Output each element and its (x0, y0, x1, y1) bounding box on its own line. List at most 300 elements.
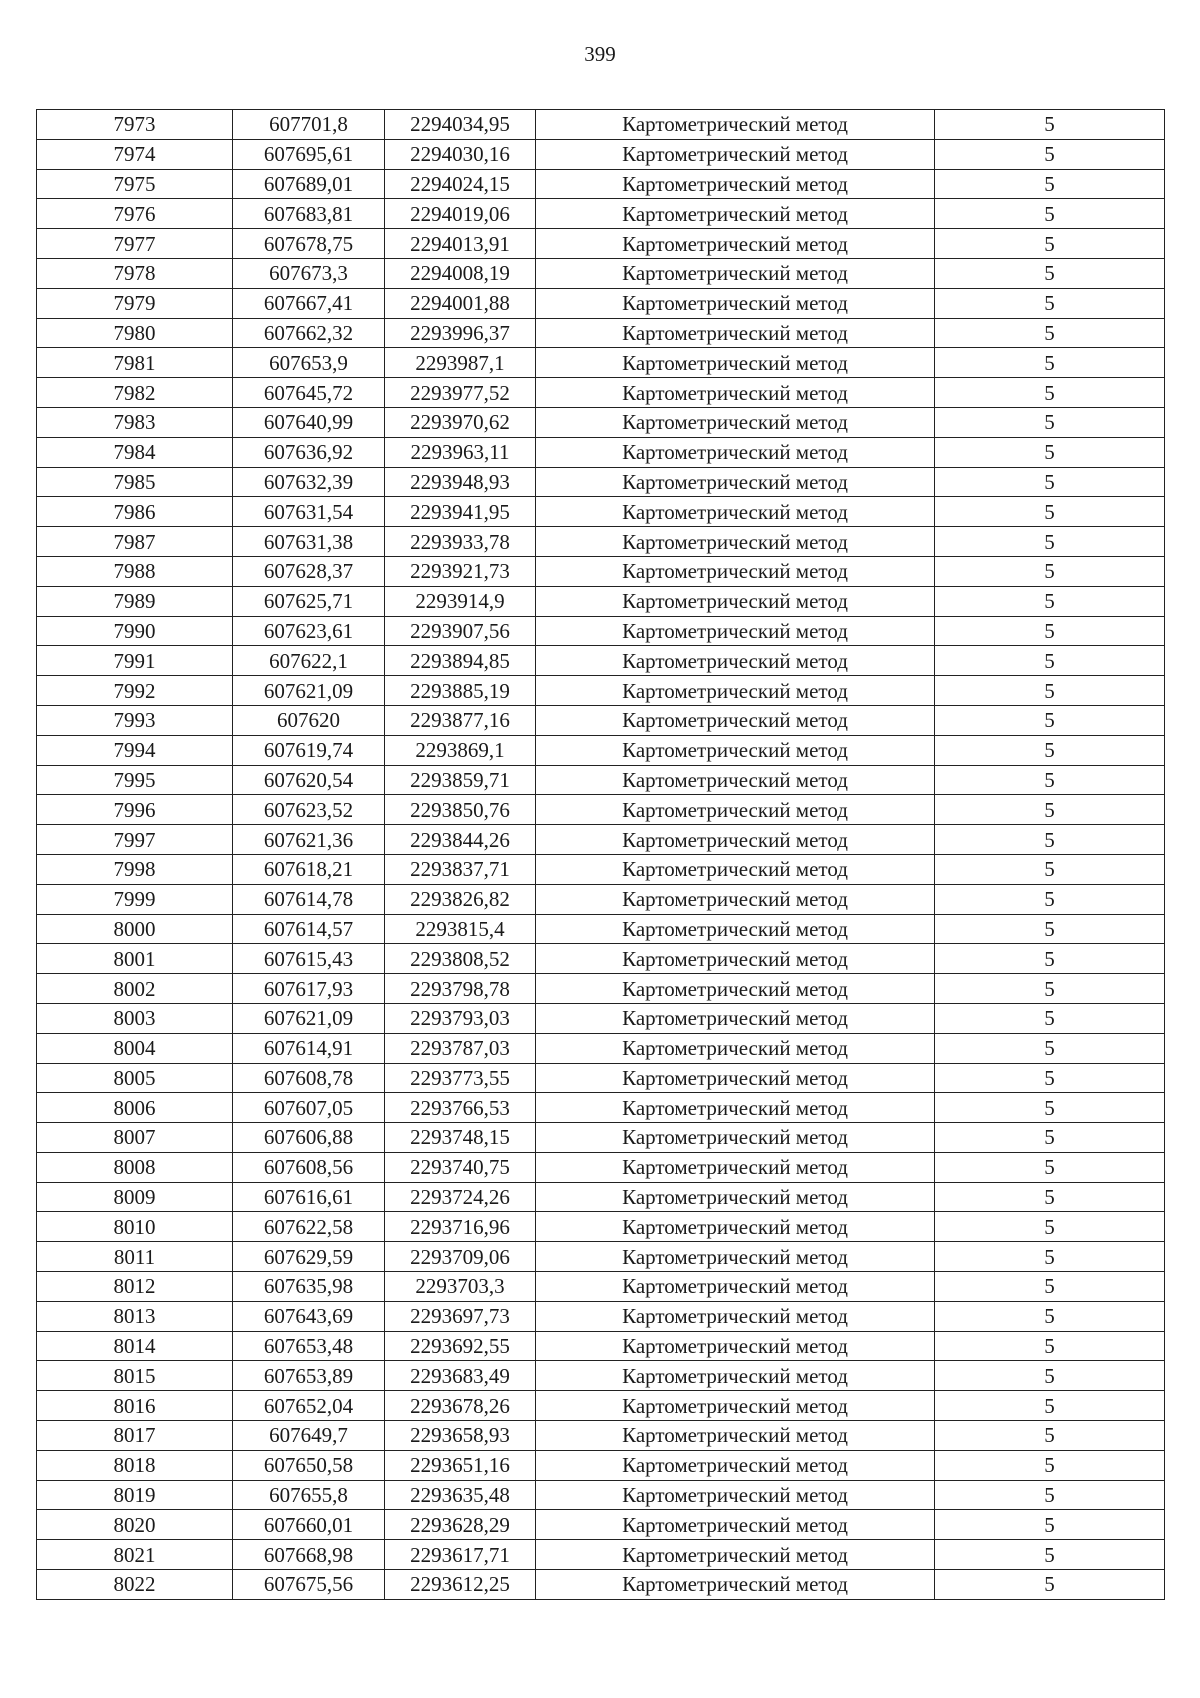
x-coordinate-cell: 607701,8 (233, 110, 385, 140)
point-number-cell: 8022 (37, 1570, 233, 1600)
method-cell: Картометрический метод (536, 1212, 935, 1242)
table-row (37, 616, 1165, 646)
x-coordinate-cell: 607625,71 (233, 586, 385, 616)
y-coordinate-cell: 2293808,52 (385, 944, 536, 974)
table-row (37, 1093, 1165, 1123)
accuracy-cell: 5 (935, 1450, 1165, 1480)
table-row (37, 1152, 1165, 1182)
accuracy-cell: 5 (935, 1480, 1165, 1510)
point-number-cell: 7975 (37, 169, 233, 199)
method-cell: Картометрический метод (536, 229, 935, 259)
y-coordinate-cell: 2293716,96 (385, 1212, 536, 1242)
y-coordinate-cell: 2293635,48 (385, 1480, 536, 1510)
table-row (37, 1301, 1165, 1331)
y-coordinate-cell: 2294030,16 (385, 139, 536, 169)
accuracy-cell: 5 (935, 676, 1165, 706)
accuracy-cell: 5 (935, 765, 1165, 795)
y-coordinate-cell: 2293970,62 (385, 407, 536, 437)
point-number-cell: 7989 (37, 586, 233, 616)
y-coordinate-cell: 2293612,25 (385, 1570, 536, 1600)
x-coordinate-cell: 607662,32 (233, 318, 385, 348)
x-coordinate-cell: 607649,7 (233, 1421, 385, 1451)
accuracy-cell: 5 (935, 1272, 1165, 1302)
point-number-cell: 7985 (37, 467, 233, 497)
x-coordinate-cell: 607635,98 (233, 1272, 385, 1302)
coordinates-table (36, 109, 1165, 1600)
accuracy-cell: 5 (935, 1540, 1165, 1570)
method-cell: Картометрический метод (536, 1301, 935, 1331)
table-row (37, 1272, 1165, 1302)
y-coordinate-cell: 2293907,56 (385, 616, 536, 646)
point-number-cell: 7996 (37, 795, 233, 825)
accuracy-cell: 5 (935, 974, 1165, 1004)
accuracy-cell: 5 (935, 199, 1165, 229)
y-coordinate-cell: 2293815,4 (385, 914, 536, 944)
coordinates-table-body (37, 110, 1165, 1600)
method-cell: Картометрический метод (536, 348, 935, 378)
point-number-cell: 7986 (37, 497, 233, 527)
method-cell: Картометрический метод (536, 676, 935, 706)
table-row (37, 258, 1165, 288)
method-cell: Картометрический метод (536, 1033, 935, 1063)
x-coordinate-cell: 607620,54 (233, 765, 385, 795)
point-number-cell: 7991 (37, 646, 233, 676)
accuracy-cell: 5 (935, 1361, 1165, 1391)
y-coordinate-cell: 2293859,71 (385, 765, 536, 795)
method-cell: Картометрический метод (536, 1510, 935, 1540)
accuracy-cell: 5 (935, 1301, 1165, 1331)
y-coordinate-cell: 2293773,55 (385, 1063, 536, 1093)
method-cell: Картометрический метод (536, 1123, 935, 1153)
x-coordinate-cell: 607683,81 (233, 199, 385, 229)
table-row (37, 676, 1165, 706)
y-coordinate-cell: 2293948,93 (385, 467, 536, 497)
point-number-cell: 8016 (37, 1391, 233, 1421)
table-row (37, 348, 1165, 378)
accuracy-cell: 5 (935, 139, 1165, 169)
method-cell: Картометрический метод (536, 1361, 935, 1391)
accuracy-cell: 5 (935, 825, 1165, 855)
accuracy-cell: 5 (935, 1093, 1165, 1123)
x-coordinate-cell: 607619,74 (233, 735, 385, 765)
x-coordinate-cell: 607673,3 (233, 258, 385, 288)
y-coordinate-cell: 2293914,9 (385, 586, 536, 616)
accuracy-cell: 5 (935, 884, 1165, 914)
method-cell: Картометрический метод (536, 1272, 935, 1302)
accuracy-cell: 5 (935, 169, 1165, 199)
accuracy-cell: 5 (935, 1421, 1165, 1451)
y-coordinate-cell: 2293869,1 (385, 735, 536, 765)
accuracy-cell: 5 (935, 735, 1165, 765)
point-number-cell: 7992 (37, 676, 233, 706)
method-cell: Картометрический метод (536, 825, 935, 855)
accuracy-cell: 5 (935, 705, 1165, 735)
y-coordinate-cell: 2293651,16 (385, 1450, 536, 1480)
point-number-cell: 7978 (37, 258, 233, 288)
x-coordinate-cell: 607675,56 (233, 1570, 385, 1600)
point-number-cell: 8000 (37, 914, 233, 944)
method-cell: Картометрический метод (536, 1093, 935, 1123)
y-coordinate-cell: 2293996,37 (385, 318, 536, 348)
method-cell: Картометрический метод (536, 1063, 935, 1093)
table-row (37, 467, 1165, 497)
point-number-cell: 8002 (37, 974, 233, 1004)
accuracy-cell: 5 (935, 854, 1165, 884)
point-number-cell: 8014 (37, 1331, 233, 1361)
accuracy-cell: 5 (935, 437, 1165, 467)
table-row (37, 1242, 1165, 1272)
table-row (37, 1450, 1165, 1480)
point-number-cell: 7997 (37, 825, 233, 855)
accuracy-cell: 5 (935, 497, 1165, 527)
x-coordinate-cell: 607643,69 (233, 1301, 385, 1331)
x-coordinate-cell: 607616,61 (233, 1182, 385, 1212)
method-cell: Картометрический метод (536, 1003, 935, 1033)
y-coordinate-cell: 2293933,78 (385, 527, 536, 557)
point-number-cell: 7973 (37, 110, 233, 140)
y-coordinate-cell: 2294034,95 (385, 110, 536, 140)
accuracy-cell: 5 (935, 1331, 1165, 1361)
y-coordinate-cell: 2293837,71 (385, 854, 536, 884)
point-number-cell: 8015 (37, 1361, 233, 1391)
table-row (37, 1182, 1165, 1212)
x-coordinate-cell: 607606,88 (233, 1123, 385, 1153)
method-cell: Картометрический метод (536, 735, 935, 765)
table-row (37, 944, 1165, 974)
accuracy-cell: 5 (935, 229, 1165, 259)
method-cell: Картометрический метод (536, 1391, 935, 1421)
method-cell: Картометрический метод (536, 1421, 935, 1451)
accuracy-cell: 5 (935, 1570, 1165, 1600)
y-coordinate-cell: 2293766,53 (385, 1093, 536, 1123)
x-coordinate-cell: 607678,75 (233, 229, 385, 259)
x-coordinate-cell: 607653,48 (233, 1331, 385, 1361)
method-cell: Картометрический метод (536, 1182, 935, 1212)
accuracy-cell: 5 (935, 1123, 1165, 1153)
accuracy-cell: 5 (935, 1391, 1165, 1421)
accuracy-cell: 5 (935, 467, 1165, 497)
x-coordinate-cell: 607640,99 (233, 407, 385, 437)
table-row (37, 1331, 1165, 1361)
method-cell: Картометрический метод (536, 437, 935, 467)
page-number: 399 (584, 42, 616, 66)
accuracy-cell: 5 (935, 914, 1165, 944)
table-row (37, 1421, 1165, 1451)
x-coordinate-cell: 607614,78 (233, 884, 385, 914)
table-row (37, 1510, 1165, 1540)
method-cell: Картометрический метод (536, 646, 935, 676)
y-coordinate-cell: 2293703,3 (385, 1272, 536, 1302)
point-number-cell: 8007 (37, 1123, 233, 1153)
x-coordinate-cell: 607615,43 (233, 944, 385, 974)
table-row (37, 735, 1165, 765)
method-cell: Картометрический метод (536, 1152, 935, 1182)
x-coordinate-cell: 607653,89 (233, 1361, 385, 1391)
method-cell: Картометрический метод (536, 616, 935, 646)
method-cell: Картометрический метод (536, 467, 935, 497)
y-coordinate-cell: 2293793,03 (385, 1003, 536, 1033)
method-cell: Картометрический метод (536, 288, 935, 318)
y-coordinate-cell: 2293844,26 (385, 825, 536, 855)
table-row (37, 1003, 1165, 1033)
x-coordinate-cell: 607653,9 (233, 348, 385, 378)
y-coordinate-cell: 2293724,26 (385, 1182, 536, 1212)
method-cell: Картометрический метод (536, 318, 935, 348)
point-number-cell: 8003 (37, 1003, 233, 1033)
y-coordinate-cell: 2293628,29 (385, 1510, 536, 1540)
method-cell: Картометрический метод (536, 854, 935, 884)
y-coordinate-cell: 2294008,19 (385, 258, 536, 288)
x-coordinate-cell: 607632,39 (233, 467, 385, 497)
method-cell: Картометрический метод (536, 110, 935, 140)
x-coordinate-cell: 607622,1 (233, 646, 385, 676)
point-number-cell: 8021 (37, 1540, 233, 1570)
point-number-cell: 8008 (37, 1152, 233, 1182)
y-coordinate-cell: 2294019,06 (385, 199, 536, 229)
y-coordinate-cell: 2294013,91 (385, 229, 536, 259)
table-row (37, 825, 1165, 855)
table-row (37, 139, 1165, 169)
x-coordinate-cell: 607636,92 (233, 437, 385, 467)
table-row (37, 854, 1165, 884)
x-coordinate-cell: 607618,21 (233, 854, 385, 884)
accuracy-cell: 5 (935, 556, 1165, 586)
y-coordinate-cell: 2293963,11 (385, 437, 536, 467)
point-number-cell: 8006 (37, 1093, 233, 1123)
point-number-cell: 7983 (37, 407, 233, 437)
table-row (37, 318, 1165, 348)
x-coordinate-cell: 607631,54 (233, 497, 385, 527)
point-number-cell: 8013 (37, 1301, 233, 1331)
table-row (37, 1063, 1165, 1093)
method-cell: Картометрический метод (536, 556, 935, 586)
x-coordinate-cell: 607695,61 (233, 139, 385, 169)
accuracy-cell: 5 (935, 1033, 1165, 1063)
point-number-cell: 7982 (37, 378, 233, 408)
y-coordinate-cell: 2293787,03 (385, 1033, 536, 1063)
table-row (37, 169, 1165, 199)
y-coordinate-cell: 2293617,71 (385, 1540, 536, 1570)
point-number-cell: 8001 (37, 944, 233, 974)
y-coordinate-cell: 2293709,06 (385, 1242, 536, 1272)
table-row (37, 1212, 1165, 1242)
x-coordinate-cell: 607655,8 (233, 1480, 385, 1510)
x-coordinate-cell: 607645,72 (233, 378, 385, 408)
y-coordinate-cell: 2293885,19 (385, 676, 536, 706)
y-coordinate-cell: 2293697,73 (385, 1301, 536, 1331)
y-coordinate-cell: 2293740,75 (385, 1152, 536, 1182)
point-number-cell: 7976 (37, 199, 233, 229)
point-number-cell: 8017 (37, 1421, 233, 1451)
accuracy-cell: 5 (935, 407, 1165, 437)
x-coordinate-cell: 607608,78 (233, 1063, 385, 1093)
accuracy-cell: 5 (935, 288, 1165, 318)
x-coordinate-cell: 607667,41 (233, 288, 385, 318)
table-row (37, 1540, 1165, 1570)
table-row (37, 1361, 1165, 1391)
x-coordinate-cell: 607621,09 (233, 676, 385, 706)
accuracy-cell: 5 (935, 944, 1165, 974)
table-row (37, 884, 1165, 914)
point-number-cell: 7974 (37, 139, 233, 169)
x-coordinate-cell: 607620 (233, 705, 385, 735)
point-number-cell: 7994 (37, 735, 233, 765)
x-coordinate-cell: 607622,58 (233, 1212, 385, 1242)
x-coordinate-cell: 607621,36 (233, 825, 385, 855)
y-coordinate-cell: 2293877,16 (385, 705, 536, 735)
y-coordinate-cell: 2293941,95 (385, 497, 536, 527)
y-coordinate-cell: 2294001,88 (385, 288, 536, 318)
accuracy-cell: 5 (935, 1003, 1165, 1033)
x-coordinate-cell: 607623,52 (233, 795, 385, 825)
table-row (37, 914, 1165, 944)
y-coordinate-cell: 2293678,26 (385, 1391, 536, 1421)
accuracy-cell: 5 (935, 1182, 1165, 1212)
table-row (37, 378, 1165, 408)
accuracy-cell: 5 (935, 1242, 1165, 1272)
table-row (37, 646, 1165, 676)
point-number-cell: 7990 (37, 616, 233, 646)
y-coordinate-cell: 2293826,82 (385, 884, 536, 914)
method-cell: Картометрический метод (536, 974, 935, 1004)
table-row (37, 705, 1165, 735)
point-number-cell: 8019 (37, 1480, 233, 1510)
accuracy-cell: 5 (935, 110, 1165, 140)
accuracy-cell: 5 (935, 795, 1165, 825)
method-cell: Картометрический метод (536, 795, 935, 825)
y-coordinate-cell: 2293692,55 (385, 1331, 536, 1361)
x-coordinate-cell: 607608,56 (233, 1152, 385, 1182)
method-cell: Картометрический метод (536, 1331, 935, 1361)
table-row (37, 497, 1165, 527)
x-coordinate-cell: 607628,37 (233, 556, 385, 586)
point-number-cell: 7999 (37, 884, 233, 914)
point-number-cell: 7998 (37, 854, 233, 884)
accuracy-cell: 5 (935, 258, 1165, 288)
accuracy-cell: 5 (935, 348, 1165, 378)
x-coordinate-cell: 607631,38 (233, 527, 385, 557)
point-number-cell: 8018 (37, 1450, 233, 1480)
x-coordinate-cell: 607614,57 (233, 914, 385, 944)
point-number-cell: 7995 (37, 765, 233, 795)
table-row (37, 1480, 1165, 1510)
y-coordinate-cell: 2293798,78 (385, 974, 536, 1004)
x-coordinate-cell: 607629,59 (233, 1242, 385, 1272)
method-cell: Картометрический метод (536, 1450, 935, 1480)
table-row (37, 110, 1165, 140)
accuracy-cell: 5 (935, 646, 1165, 676)
x-coordinate-cell: 607689,01 (233, 169, 385, 199)
x-coordinate-cell: 607607,05 (233, 1093, 385, 1123)
table-row (37, 556, 1165, 586)
y-coordinate-cell: 2293894,85 (385, 646, 536, 676)
point-number-cell: 8004 (37, 1033, 233, 1063)
point-number-cell: 7993 (37, 705, 233, 735)
accuracy-cell: 5 (935, 586, 1165, 616)
method-cell: Картометрический метод (536, 139, 935, 169)
method-cell: Картометрический метод (536, 944, 935, 974)
accuracy-cell: 5 (935, 318, 1165, 348)
x-coordinate-cell: 607614,91 (233, 1033, 385, 1063)
method-cell: Картометрический метод (536, 497, 935, 527)
table-row (37, 199, 1165, 229)
x-coordinate-cell: 607621,09 (233, 1003, 385, 1033)
method-cell: Картометрический метод (536, 199, 935, 229)
table-row (37, 407, 1165, 437)
method-cell: Картометрический метод (536, 884, 935, 914)
point-number-cell: 8009 (37, 1182, 233, 1212)
point-number-cell: 7977 (37, 229, 233, 259)
y-coordinate-cell: 2293683,49 (385, 1361, 536, 1391)
point-number-cell: 7980 (37, 318, 233, 348)
y-coordinate-cell: 2293977,52 (385, 378, 536, 408)
x-coordinate-cell: 607660,01 (233, 1510, 385, 1540)
y-coordinate-cell: 2293748,15 (385, 1123, 536, 1153)
x-coordinate-cell: 607668,98 (233, 1540, 385, 1570)
x-coordinate-cell: 607617,93 (233, 974, 385, 1004)
point-number-cell: 7987 (37, 527, 233, 557)
table-row (37, 1391, 1165, 1421)
method-cell: Картометрический метод (536, 378, 935, 408)
point-number-cell: 7981 (37, 348, 233, 378)
x-coordinate-cell: 607623,61 (233, 616, 385, 646)
method-cell: Картометрический метод (536, 914, 935, 944)
point-number-cell: 8010 (37, 1212, 233, 1242)
y-coordinate-cell: 2293658,93 (385, 1421, 536, 1451)
method-cell: Картометрический метод (536, 258, 935, 288)
point-number-cell: 8012 (37, 1272, 233, 1302)
table-row (37, 586, 1165, 616)
table-row (37, 974, 1165, 1004)
y-coordinate-cell: 2293987,1 (385, 348, 536, 378)
accuracy-cell: 5 (935, 527, 1165, 557)
table-row (37, 765, 1165, 795)
table-row (37, 1033, 1165, 1063)
method-cell: Картометрический метод (536, 1242, 935, 1272)
accuracy-cell: 5 (935, 1212, 1165, 1242)
table-row (37, 795, 1165, 825)
table-row (37, 229, 1165, 259)
method-cell: Картометрический метод (536, 407, 935, 437)
method-cell: Картометрический метод (536, 1480, 935, 1510)
y-coordinate-cell: 2294024,15 (385, 169, 536, 199)
accuracy-cell: 5 (935, 1152, 1165, 1182)
accuracy-cell: 5 (935, 1063, 1165, 1093)
table-row (37, 1570, 1165, 1600)
accuracy-cell: 5 (935, 1510, 1165, 1540)
point-number-cell: 8020 (37, 1510, 233, 1540)
method-cell: Картометрический метод (536, 1540, 935, 1570)
point-number-cell: 8005 (37, 1063, 233, 1093)
table-row (37, 437, 1165, 467)
table-row (37, 288, 1165, 318)
method-cell: Картометрический метод (536, 169, 935, 199)
method-cell: Картометрический метод (536, 586, 935, 616)
accuracy-cell: 5 (935, 616, 1165, 646)
y-coordinate-cell: 2293850,76 (385, 795, 536, 825)
method-cell: Картометрический метод (536, 705, 935, 735)
method-cell: Картометрический метод (536, 527, 935, 557)
point-number-cell: 7984 (37, 437, 233, 467)
method-cell: Картометрический метод (536, 1570, 935, 1600)
point-number-cell: 7988 (37, 556, 233, 586)
method-cell: Картометрический метод (536, 765, 935, 795)
point-number-cell: 8011 (37, 1242, 233, 1272)
y-coordinate-cell: 2293921,73 (385, 556, 536, 586)
table-row (37, 1123, 1165, 1153)
accuracy-cell: 5 (935, 378, 1165, 408)
table-row (37, 527, 1165, 557)
